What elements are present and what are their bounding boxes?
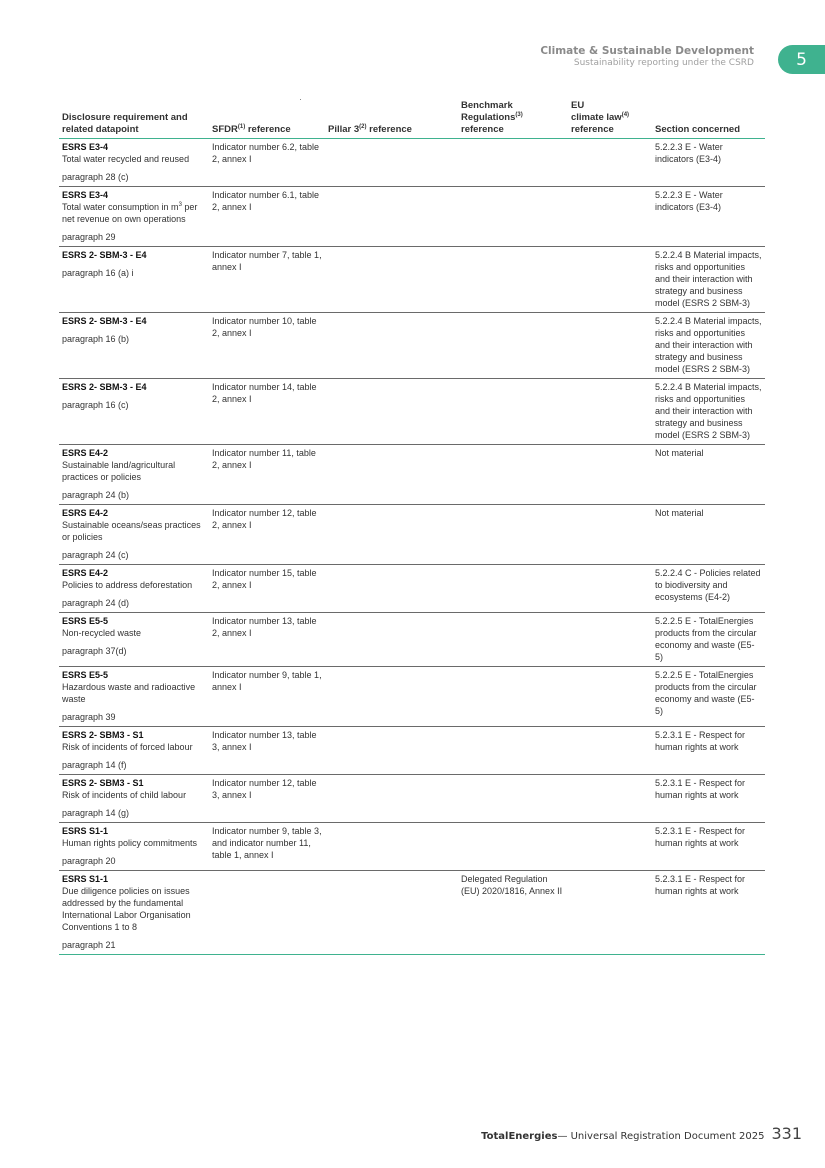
section-cell: Not material	[652, 505, 765, 565]
paragraph-ref: paragraph 16 (b)	[62, 334, 130, 344]
pillar3-cell	[325, 775, 458, 823]
sfdr-cell: Indicator number 13, table 2, annex I	[209, 613, 325, 667]
pillar3-cell	[325, 667, 458, 727]
disclosure-cell	[59, 871, 209, 955]
pillar3-cell	[325, 871, 458, 955]
requirement-code: ESRS E3-4	[62, 190, 109, 200]
disclosure-cell	[59, 139, 209, 187]
requirement-code: ESRS 2- SBM-3 - E4	[62, 382, 147, 392]
benchmark-cell	[458, 139, 568, 187]
col-header-section: Section concerned	[652, 100, 765, 139]
sfdr-cell: Indicator number 7, table 1, annex I	[209, 247, 325, 313]
eu-climate-law-cell	[568, 247, 652, 313]
col-header-benchmark: Benchmark Regulations$^{(3)}$ reference	[458, 100, 568, 139]
paragraph-ref: paragraph 29	[62, 232, 116, 242]
sfdr-cell: Indicator number 12, table 3, annex I	[209, 775, 325, 823]
sfdr-cell: Indicator number 11, table 2, annex I	[209, 445, 325, 505]
table-row	[59, 565, 765, 613]
eu-climate-law-cell	[568, 379, 652, 445]
paragraph-ref: paragraph 16 (a) i	[62, 268, 134, 278]
eu-climate-law-cell	[568, 139, 652, 187]
requirement-code: ESRS E4-2	[62, 568, 109, 578]
requirement-code: ESRS 2- SBM3 - S1	[62, 778, 144, 788]
datapoint-description: Risk of incidents of child labour	[62, 790, 187, 800]
section-cell: 5.2.3.1 E - Respect for human rights at work	[652, 727, 765, 775]
sfdr-cell: Indicator number 10, table 2, annex I	[209, 313, 325, 379]
section-cell: 5.2.2.3 E - Water indicators (E3-4)	[652, 139, 765, 187]
paragraph-ref: paragraph 24 (b)	[62, 490, 130, 500]
section-cell: 5.2.2.4 B Material impacts, risks and opportunities and their interaction with strategy and business model (ESRS 2 SBM-3)	[652, 313, 765, 379]
page-number: 331	[771, 1124, 802, 1143]
header-title: Climate & Sustainable Development	[540, 45, 754, 57]
benchmark-cell	[458, 313, 568, 379]
pillar3-cell	[325, 445, 458, 505]
eu-climate-law-cell	[568, 727, 652, 775]
table-row	[59, 187, 765, 247]
section-cell: 5.2.3.1 E - Respect for human rights at work	[652, 775, 765, 823]
disclosure-cell	[59, 613, 209, 667]
col-header-pillar3: Pillar 3$^{(2)}$ reference	[325, 100, 458, 139]
datapoint-description: Hazardous waste and radioactive waste	[62, 682, 196, 704]
col-header-disclosure: Disclosure requirement and related datapoint	[59, 100, 209, 139]
disclosure-cell	[59, 667, 209, 727]
requirement-code: ESRS S1-1	[62, 874, 109, 884]
datapoint-description: Total water consumption in $m^3$ per net revenue on own operations	[62, 202, 198, 224]
datapoint-description: Total water recycled and reused	[62, 154, 190, 164]
requirement-code: ESRS 2- SBM3 - S1	[62, 730, 144, 740]
paragraph-ref: paragraph 21	[62, 940, 116, 950]
benchmark-cell	[458, 613, 568, 667]
col-header-sfdr: SFDR$^{(1)}$ reference	[209, 100, 325, 139]
disclosure-cell	[59, 379, 209, 445]
sfdr-cell: Indicator number 15, table 2, annex I	[209, 565, 325, 613]
header-subtitle: Sustainability reporting under the CSRD	[573, 58, 754, 68]
eu-climate-law-cell	[568, 445, 652, 505]
section-cell: 5.2.2.5 E - TotalEnergies products from the circular economy and waste (E5-5)	[652, 613, 765, 667]
section-cell: 5.2.3.1 E - Respect for human rights at work	[652, 871, 765, 955]
cross-reference-table	[59, 100, 765, 955]
eu-climate-law-cell	[568, 871, 652, 955]
benchmark-cell	[458, 727, 568, 775]
requirement-code: ESRS E5-5	[62, 616, 109, 626]
requirement-code: ESRS 2- SBM-3 - E4	[62, 316, 147, 326]
pillar3-cell	[325, 505, 458, 565]
datapoint-description: Policies to address deforestation	[62, 580, 193, 590]
benchmark-cell	[458, 823, 568, 871]
disclosure-cell	[59, 823, 209, 871]
section-cell: 5.2.2.4 B Material impacts, risks and opportunities and their interaction with strategy and business model (ESRS 2 SBM-3)	[652, 247, 765, 313]
sfdr-cell: Indicator number 6.2, table 2, annex I	[209, 139, 325, 187]
table-row	[59, 313, 765, 379]
table-row	[59, 667, 765, 727]
paragraph-ref: paragraph 39	[62, 712, 116, 722]
pillar3-cell	[325, 139, 458, 187]
table-row	[59, 505, 765, 565]
requirement-code: ESRS E4-2	[62, 508, 109, 518]
paragraph-ref: paragraph 14 (f)	[62, 760, 127, 770]
benchmark-cell	[458, 505, 568, 565]
disclosure-cell	[59, 247, 209, 313]
requirement-code: ESRS S1-1	[62, 826, 109, 836]
table-row	[59, 379, 765, 445]
benchmark-cell	[458, 247, 568, 313]
datapoint-description: Sustainable land/agricultural practices or policies	[62, 460, 176, 482]
paragraph-ref: paragraph 20	[62, 856, 116, 866]
benchmark-cell	[458, 565, 568, 613]
eu-climate-law-cell	[568, 775, 652, 823]
eu-climate-law-cell	[568, 313, 652, 379]
paragraph-ref: paragraph 24 (d)	[62, 598, 130, 608]
pillar3-cell	[325, 247, 458, 313]
requirement-code: ESRS E4-2	[62, 448, 109, 458]
eu-climate-law-cell	[568, 613, 652, 667]
sfdr-cell: Indicator number 9, table 3, and indicator number 11, table 1, annex I	[209, 823, 325, 871]
table-row	[59, 823, 765, 871]
section-cell: 5.2.2.4 B Material impacts, risks and opportunities and their interaction with strategy and business model (ESRS 2 SBM-3)	[652, 379, 765, 445]
pillar3-cell	[325, 823, 458, 871]
paragraph-ref: paragraph 37(d)	[62, 646, 127, 656]
eu-climate-law-cell	[568, 565, 652, 613]
datapoint-description: Human rights policy commitments	[62, 838, 198, 848]
disclosure-cell	[59, 565, 209, 613]
sfdr-cell: Indicator number 12, table 2, annex I	[209, 505, 325, 565]
disclosure-cell	[59, 313, 209, 379]
pillar3-cell	[325, 727, 458, 775]
paragraph-ref: paragraph 24 (c)	[62, 550, 129, 560]
pillar3-cell	[325, 613, 458, 667]
section-cell: Not material	[652, 445, 765, 505]
eu-climate-law-cell	[568, 187, 652, 247]
footer-document: — Universal Registration Document 2025	[557, 1131, 765, 1142]
running-header	[540, 45, 754, 68]
sfdr-cell: Indicator number 6.1, table 2, annex I	[209, 187, 325, 247]
section-cell: 5.2.3.1 E - Respect for human rights at work	[652, 823, 765, 871]
table-row	[59, 247, 765, 313]
table-row	[59, 139, 765, 187]
sfdr-cell: Indicator number 13, table 3, annex I	[209, 727, 325, 775]
paragraph-ref: paragraph 28 (c)	[62, 172, 129, 182]
section-cell: 5.2.2.5 E - TotalEnergies products from the circular economy and waste (E5-5)	[652, 667, 765, 727]
paragraph-ref: paragraph 14 (g)	[62, 808, 130, 818]
eu-climate-law-cell	[568, 823, 652, 871]
datapoint-description: Risk of incidents of forced labour	[62, 742, 193, 752]
table-row	[59, 775, 765, 823]
pillar3-cell	[325, 379, 458, 445]
table-row	[59, 871, 765, 955]
footer-brand: TotalEnergies	[481, 1131, 558, 1142]
col-header-eu-climate-law: EU climate law$^{(4)}$ reference	[568, 100, 652, 139]
paragraph-ref: paragraph 16 (c)	[62, 400, 129, 410]
benchmark-cell: Delegated Regulation (EU) 2020/1816, Annex II	[458, 871, 568, 955]
disclosure-cell	[59, 445, 209, 505]
table-row	[59, 613, 765, 667]
section-cell: 5.2.2.3 E - Water indicators (E3-4)	[652, 187, 765, 247]
datapoint-description: Due diligence policies on issues addressed by the fundamental International Labor Organisation Conventions 1 to 8	[62, 886, 191, 932]
benchmark-cell	[458, 667, 568, 727]
table-row	[59, 445, 765, 505]
disclosure-cell	[59, 727, 209, 775]
sfdr-cell: Indicator number 9, table 1, annex I	[209, 667, 325, 727]
benchmark-cell	[458, 445, 568, 505]
benchmark-cell	[458, 187, 568, 247]
eu-climate-law-cell	[568, 667, 652, 727]
datapoint-description: Sustainable oceans/seas practices or policies	[62, 520, 201, 542]
page-footer	[481, 1124, 802, 1143]
benchmark-cell	[458, 775, 568, 823]
pillar3-cell	[325, 313, 458, 379]
table-header-row	[59, 100, 765, 139]
sfdr-cell: Indicator number 14, table 2, annex I	[209, 379, 325, 445]
benchmark-cell	[458, 379, 568, 445]
eu-climate-law-cell	[568, 505, 652, 565]
section-cell: 5.2.2.4 C - Policies related to biodiversity and ecosystems (E4-2)	[652, 565, 765, 613]
table-row	[59, 727, 765, 775]
sfdr-cell	[209, 871, 325, 955]
requirement-code: ESRS E3-4	[62, 142, 109, 152]
disclosure-cell	[59, 775, 209, 823]
chapter-tab: 5	[778, 45, 825, 74]
disclosure-cell	[59, 187, 209, 247]
disclosure-cell	[59, 505, 209, 565]
requirement-code: ESRS 2- SBM-3 - E4	[62, 250, 147, 260]
requirement-code: ESRS E5-5	[62, 670, 109, 680]
pillar3-cell	[325, 187, 458, 247]
pillar3-cell	[325, 565, 458, 613]
datapoint-description: Non-recycled waste	[62, 628, 142, 638]
